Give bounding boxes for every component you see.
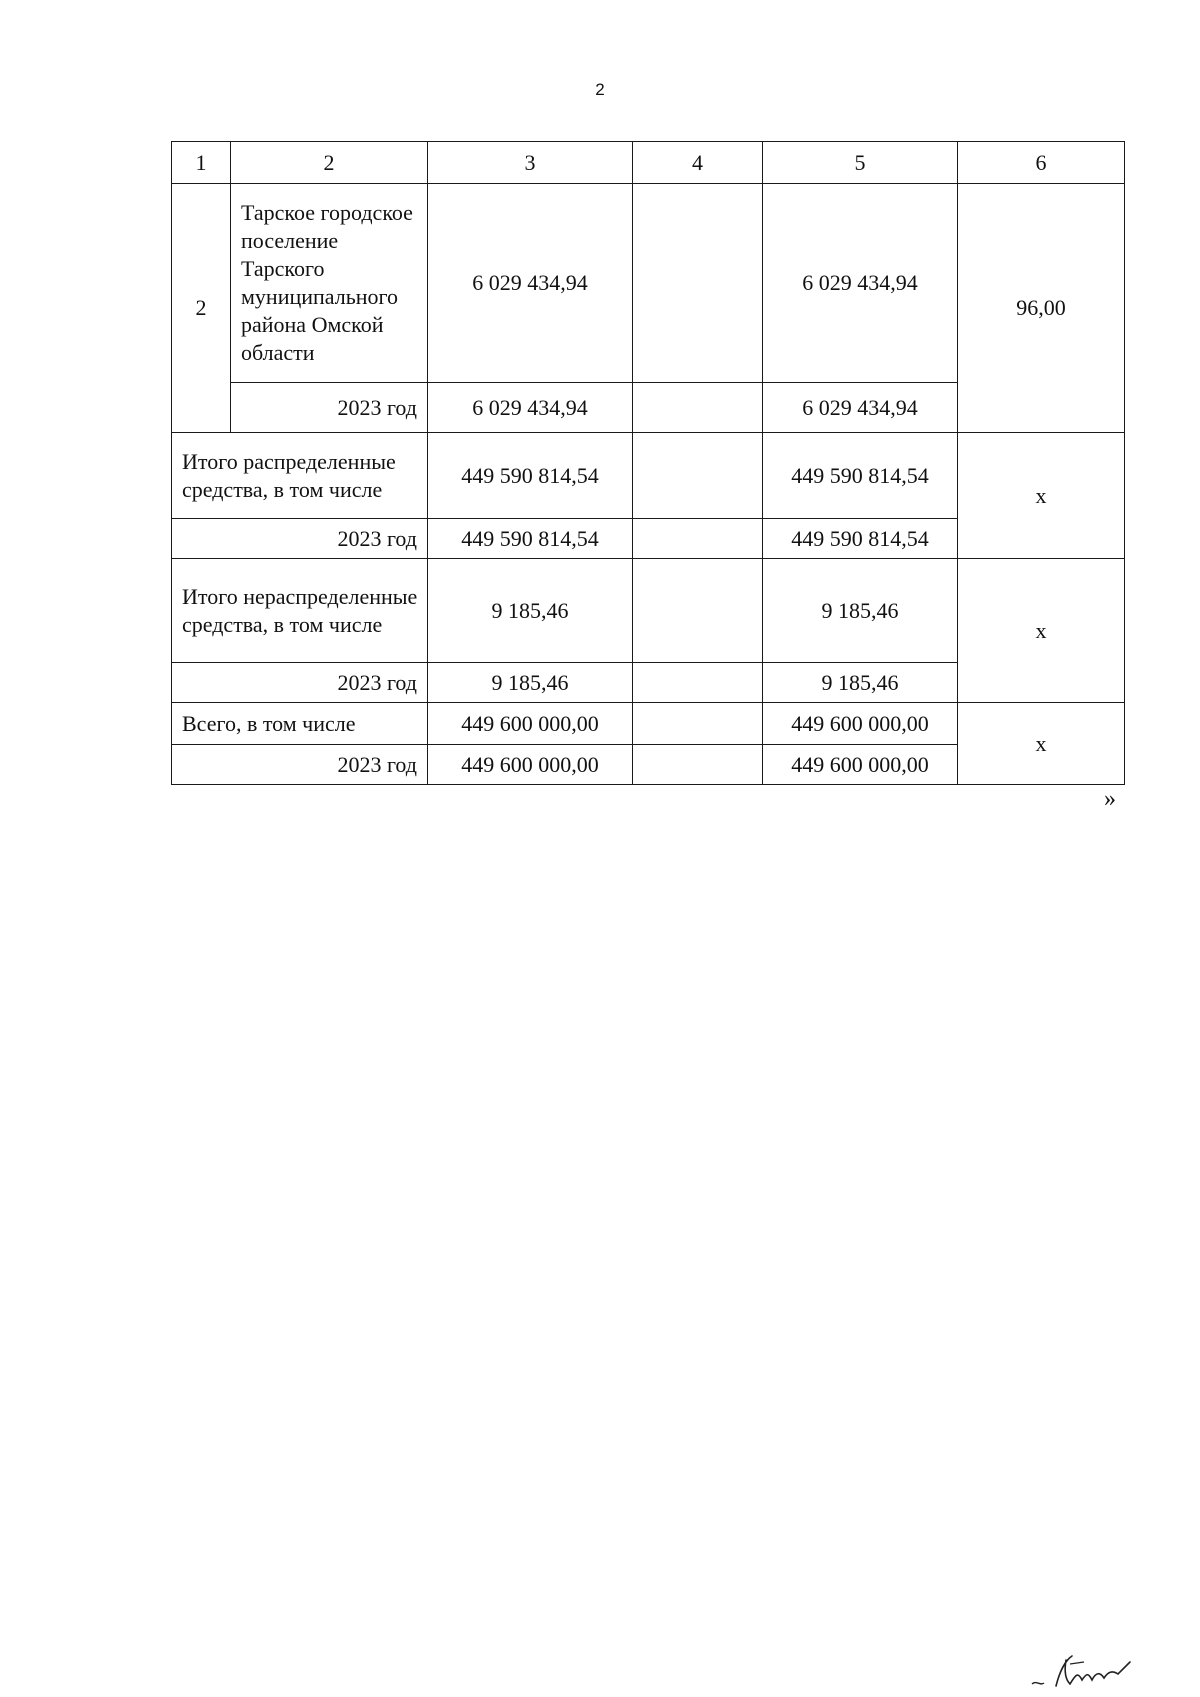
funds-distribution-table: [171, 141, 1125, 785]
total-undistributed-col4: [633, 559, 763, 663]
row-number: 2: [172, 184, 231, 433]
total-undistributed-col6: x: [958, 559, 1125, 703]
municipality-year-col3: 6 029 434,94: [428, 383, 633, 433]
grand-total-year-label: 2023 год: [172, 745, 428, 785]
header-col-4: 4: [633, 142, 763, 184]
table-row-municipality: [172, 184, 1125, 383]
total-distributed-col3: 449 590 814,54: [428, 433, 633, 519]
municipality-year-label: 2023 год: [231, 383, 428, 433]
grand-total-col4: [633, 703, 763, 745]
closing-quote: »: [1104, 786, 1116, 812]
grand-total-col5: 449 600 000,00: [763, 703, 958, 745]
header-col-2: 2: [231, 142, 428, 184]
municipality-col6: 96,00: [958, 184, 1125, 433]
total-undistributed-year-col3: 9 185,46: [428, 663, 633, 703]
signature-mark: [1026, 1650, 1136, 1690]
table-row-total-distributed: [172, 433, 1125, 519]
header-col-6: 6: [958, 142, 1125, 184]
municipality-col4: [633, 184, 763, 383]
total-undistributed-label: Итого нераспределенные средства, в том числе: [172, 559, 428, 663]
total-distributed-col6: x: [958, 433, 1125, 559]
municipality-year-col5: 6 029 434,94: [763, 383, 958, 433]
total-undistributed-year-col4: [633, 663, 763, 703]
grand-total-label: Всего, в том числе: [172, 703, 428, 745]
total-distributed-year-col4: [633, 519, 763, 559]
total-distributed-year-col5: 449 590 814,54: [763, 519, 958, 559]
total-distributed-col4: [633, 433, 763, 519]
header-col-5: 5: [763, 142, 958, 184]
municipality-name: Тарское городское поселение Тарского муниципального района Омской области: [231, 184, 428, 383]
municipality-col5: 6 029 434,94: [763, 184, 958, 383]
total-distributed-year-col3: 449 590 814,54: [428, 519, 633, 559]
total-undistributed-col5: 9 185,46: [763, 559, 958, 663]
grand-total-year-col5: 449 600 000,00: [763, 745, 958, 785]
table-row-grand-total: [172, 703, 1125, 745]
total-distributed-label: Итого распределенные средства, в том числе: [172, 433, 428, 519]
grand-total-col6: x: [958, 703, 1125, 785]
municipality-col3: 6 029 434,94: [428, 184, 633, 383]
municipality-year-col4: [633, 383, 763, 433]
table-row-total-undistributed: [172, 559, 1125, 663]
page-number: 2: [595, 80, 605, 99]
grand-total-year-col3: 449 600 000,00: [428, 745, 633, 785]
total-distributed-year-label: 2023 год: [172, 519, 428, 559]
header-col-3: 3: [428, 142, 633, 184]
grand-total-year-col4: [633, 745, 763, 785]
header-col-1: 1: [172, 142, 231, 184]
total-distributed-col5: 449 590 814,54: [763, 433, 958, 519]
total-undistributed-year-col5: 9 185,46: [763, 663, 958, 703]
total-undistributed-year-label: 2023 год: [172, 663, 428, 703]
table-header-row: [172, 142, 1125, 184]
grand-total-col3: 449 600 000,00: [428, 703, 633, 745]
total-undistributed-col3: 9 185,46: [428, 559, 633, 663]
